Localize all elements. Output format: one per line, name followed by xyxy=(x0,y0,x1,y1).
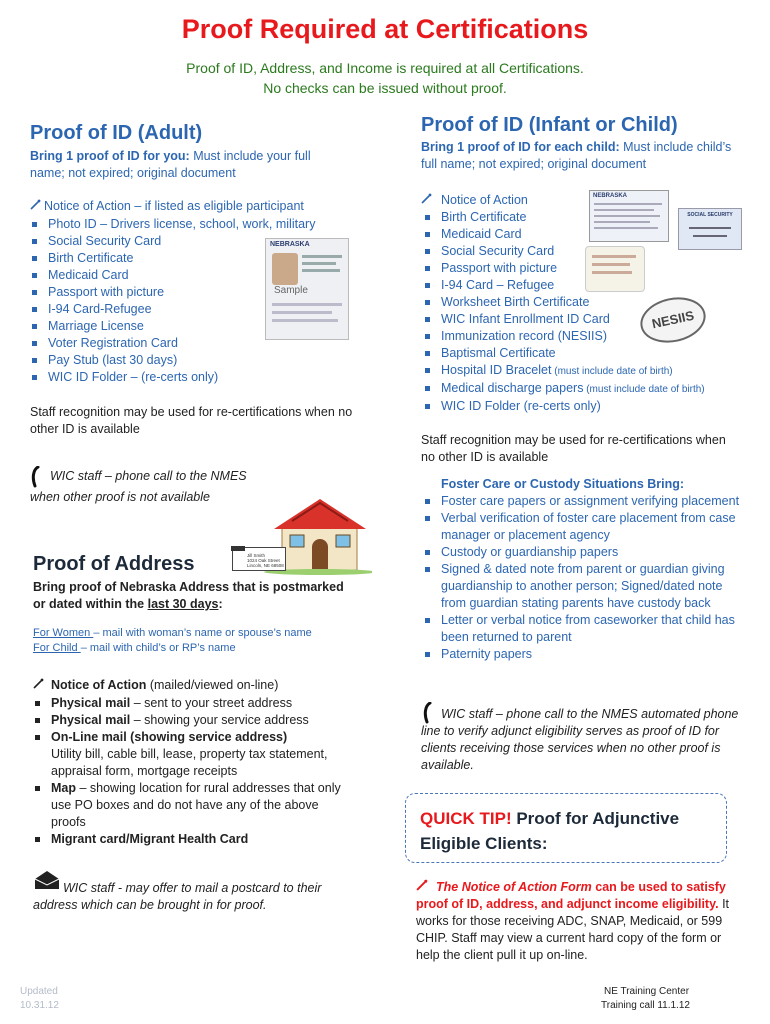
notice-form-rest: It works for those receiving ADC, SNAP, Medicaid, or 599 CHIP. Staff may view a current hard copy of the form or help the client pull it up on-line. xyxy=(416,897,730,962)
adult-bring-rest: Must include your full name; not expired; original document xyxy=(30,149,311,180)
mailbox-line-3: Lincoln, NE 68508 xyxy=(247,563,284,568)
footer-training-call: Training call 11.1.12 xyxy=(601,1000,690,1011)
footer-training-center: NE Training Center xyxy=(604,986,690,997)
quick-tip-line-2: Eligible Clients: xyxy=(420,834,548,853)
list-item: Physical mail – sent to your street address xyxy=(33,695,353,712)
list-item: WIC Infant Enrollment ID Card xyxy=(423,311,743,328)
women-label: For Women xyxy=(33,627,94,639)
adult-bring-text xyxy=(30,148,340,182)
address-bring-line-2 xyxy=(33,596,223,613)
child-notice-text: Notice of Action xyxy=(441,193,528,207)
foster-heading: Foster Care or Custody Situations Bring: xyxy=(441,477,685,491)
pen-icon xyxy=(30,198,44,215)
list-item: Medicaid Card xyxy=(30,267,350,284)
social-security-card-image xyxy=(678,208,742,250)
list-item: Birth Certificate xyxy=(423,209,743,226)
license-title: NEBRASKA xyxy=(270,241,310,248)
address-women-note xyxy=(33,627,312,639)
child-bring-text xyxy=(421,139,741,173)
notice-form-bold-2: satisfy proof of ID, address, and adjunct income eligibility. xyxy=(416,880,726,911)
list-item: Passport with picture xyxy=(423,260,743,277)
subtitle-line-2: No checks can be issued without proof. xyxy=(263,80,507,96)
list-item: Signed & dated note from parent or guardian giving guardianship to another person; Signed/dated note from guardian stating parents have custody back xyxy=(423,561,743,612)
list-item: I-94 Card-Refugee xyxy=(30,301,350,318)
adult-id-heading: Proof of ID (Adult) xyxy=(30,122,203,144)
adult-notice-text: Notice of Action – if listed as eligible participant xyxy=(44,199,304,213)
child-staff-recognition: Staff recognition may be used for re-certifications when no other ID is available xyxy=(421,433,726,464)
address-notice-rest: (mailed/viewed on-line) xyxy=(146,678,279,692)
pen-icon xyxy=(421,192,441,209)
adult-staff-recognition: Staff recognition may be used for re-certifications when no other ID is available xyxy=(30,405,353,436)
pen-icon xyxy=(416,878,436,896)
address-notice-bold: Notice of Action xyxy=(51,678,147,692)
list-item: Voter Registration Card xyxy=(30,335,350,352)
list-item: Letter or verbal notice from caseworker that child has been returned to parent xyxy=(423,612,743,646)
doc-title: NEBRASKA xyxy=(593,193,628,199)
nesiis-badge-image: NESIIS xyxy=(636,292,710,349)
adult-phone-note: WIC staff – phone call to the NMES xyxy=(50,469,247,483)
notice-form-bold-1: can be used to xyxy=(591,880,683,894)
medicaid-card-image xyxy=(585,246,645,292)
address-notice-line xyxy=(33,677,278,694)
footer-updated-date: 10.31.12 xyxy=(20,1000,59,1011)
child-notice-line xyxy=(421,192,528,209)
mailbox-label xyxy=(232,547,286,571)
address-child-note xyxy=(33,642,236,654)
list-item: WIC ID Folder (re-certs only) xyxy=(423,398,743,415)
address-heading: Proof of Address xyxy=(33,553,195,575)
license-sample-text: Sample xyxy=(274,285,308,296)
list-item: Worksheet Birth Certificate xyxy=(423,294,743,311)
list-item: Map – showing location for rural addresses that only use PO boxes and do not have any of the above proofs xyxy=(33,780,353,831)
list-item: Pay Stub (last 30 days) xyxy=(30,352,350,369)
address-bring-line-1: Bring proof of Nebraska Address that is postmarked xyxy=(33,580,344,594)
list-item: Hospital ID Bracelet (must include date of birth) xyxy=(423,362,743,380)
notice-form-italic: The Notice of Action Form xyxy=(436,880,592,894)
list-item: Medical discharge papers (must include date of birth) xyxy=(423,380,743,398)
list-item: Immunization record (NESIIS) xyxy=(423,328,743,345)
quick-tip-rest: Proof for Adjunctive xyxy=(511,809,680,828)
footer-updated-label: Updated xyxy=(20,986,58,997)
list-item: Physical mail – showing your service address xyxy=(33,712,353,729)
adult-notice-line xyxy=(30,198,304,215)
foster-list xyxy=(423,493,743,663)
pen-icon xyxy=(33,677,51,694)
list-item: Marriage License xyxy=(30,318,350,335)
list-item: Social Security Card xyxy=(30,233,350,250)
list-item: Baptismal Certificate xyxy=(423,345,743,362)
page-title: Proof Required at Certifications xyxy=(181,14,589,44)
postcard-note: WIC staff - may offer to mail a postcard to their address which can be brought in for proof. xyxy=(33,881,322,912)
child-label: For Child xyxy=(33,642,81,654)
list-item: Passport with picture xyxy=(30,284,350,301)
notice-form-paragraph xyxy=(416,878,736,964)
quick-tip-label: QUICK TIP! xyxy=(420,809,512,828)
list-item: Birth Certificate xyxy=(30,250,350,267)
list-item: Paternity papers xyxy=(423,646,743,663)
list-item: Custody or guardianship papers xyxy=(423,544,743,561)
list-item: Social Security Card xyxy=(423,243,743,260)
mailbox-line-1: Jill Smith xyxy=(247,553,266,558)
nmes-phone-note: WIC staff – phone call to the NMES automated phone line to verify adjunct eligibility serves as proof of ID for clients receiving those services when no other proof is available. xyxy=(421,707,739,772)
mailbox-line-2: 1024 Oak Street xyxy=(247,558,280,563)
address-bring-2b: last 30 days xyxy=(147,597,219,611)
address-bring-2a: or dated within the xyxy=(33,597,148,611)
list-item: Medicaid Card xyxy=(423,226,743,243)
quick-tip-line-1 xyxy=(420,809,679,829)
child-bring-rest: Must include child’s full name; not expired; original document xyxy=(421,140,732,171)
address-bring-2c: : xyxy=(218,597,223,611)
list-item: Foster care papers or assignment verifying placement xyxy=(423,493,743,510)
list-item: Verbal verification of foster care placement from case manager or placement agency xyxy=(423,510,743,544)
child-rest: – mail with child’s or RP’s name xyxy=(80,642,236,654)
list-item: On-Line mail (showing service address) Utility bill, cable bill, lease, property tax statement, appraisal form, mortgage receipts xyxy=(33,729,353,780)
child-bring-bold: Bring 1 proof of ID for each child: xyxy=(421,140,620,154)
list-item: I-94 Card – Refugee xyxy=(423,277,743,294)
address-list xyxy=(33,695,353,848)
adult-phone-note-2: when other proof is not available xyxy=(30,490,210,504)
birth-certificate-image xyxy=(589,190,669,242)
drivers-license-image xyxy=(265,238,349,340)
list-item: Migrant card/Migrant Health Card xyxy=(33,831,353,848)
women-rest: – mail with woman’s name or spouse’s name xyxy=(93,627,312,639)
adult-bring-bold: Bring 1 proof of ID for you: xyxy=(30,149,190,163)
online-detail: Utility bill, cable bill, lease, property tax statement, appraisal form, mortgage receipts xyxy=(51,747,328,778)
list-item: WIC ID Folder – (re-certs only) xyxy=(30,369,350,386)
subtitle-line-1: Proof of ID, Address, and Income is required at all Certifications. xyxy=(186,60,584,76)
ss-card-title: SOCIAL SECURITY xyxy=(687,212,733,218)
child-id-heading: Proof of ID (Infant or Child) xyxy=(421,114,678,136)
list-item: Photo ID – Drivers license, school, work, military xyxy=(30,216,350,233)
